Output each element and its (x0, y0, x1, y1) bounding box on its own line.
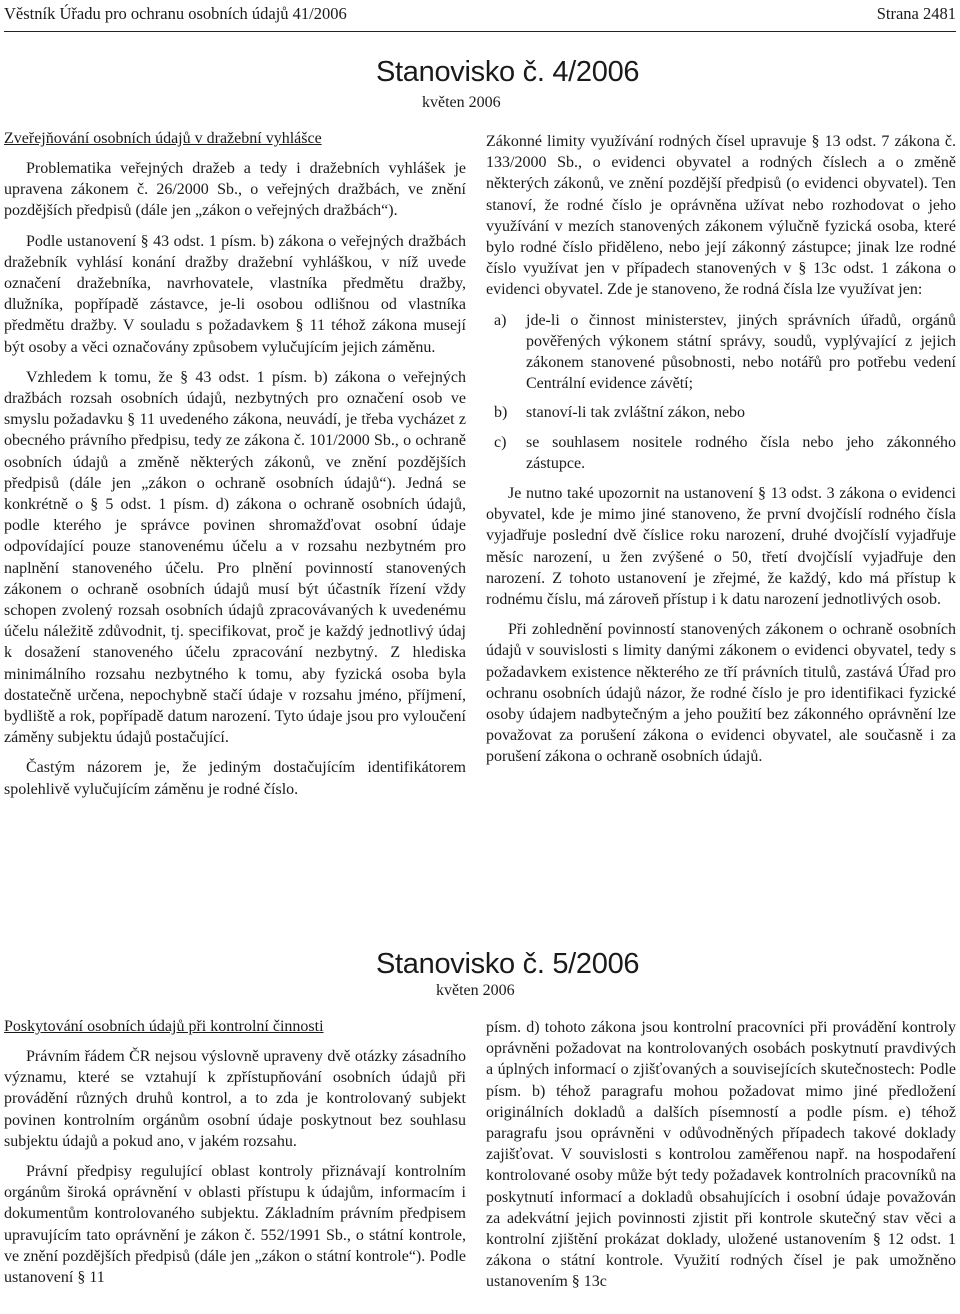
list-item-text: jde-li o činnost ministerstev, jiných správních úřadů, orgánů pověřených výkonem státní správy, soudů, vyplývající z jejich zákonem stanovené působnosti, nebo notářů pro potřebu vedení Centrální evidence závětí; (526, 311, 956, 393)
s4-heading: Zveřejňování osobních údajů v dražební vyhlášce (4, 130, 322, 147)
s4-right-column (486, 131, 956, 768)
paragraph: Právním řádem ČR nejsou výslovně upraveny dvě otázky zásadního významu, které se vztahují k zpřístupňování osobních údajů při provádění různých druhů kontrol, a to zda je kontrolovaný subjekt povinen kontrolním orgánům osobní údaje poskytnout bez souhlasu subjektu údajů a pokud ano, v jakém rozsahu. (4, 1048, 466, 1150)
paragraph: Právní předpisy regulující oblast kontroly přiznávají kontrolním orgánům široká oprávnění v oblasti přístupu k údajům, informacím i dokumentům kontrolovaného subjektu. Základním právním předpisem upravujícím tato oprávnění je zákon č. 552/1991 Sb., o státní kontrole, ve znění pozdějších předpisů (dále jen „zákon o státní kontrole“). Podle ustanovení § 11 (4, 1163, 466, 1287)
list-item (486, 310, 956, 395)
section-date-s4: květen 2006 (422, 94, 501, 111)
list-marker: a) (494, 311, 507, 329)
section-date-s5: květen 2006 (436, 982, 515, 999)
paragraph: Častým názorem je, že jediným dostačujícím identifikátorem spolehlivě vylučujícím záměnu je rodné číslo. (4, 759, 466, 798)
s5-left-column (4, 1016, 466, 1288)
section-title-s4: Stanovisko č. 4/2006 (376, 56, 640, 88)
paragraph: Vzhledem k tomu, že § 43 odst. 1 písm. b) zákona o veřejných dražbách rozsah osobních údajů, nezbytných pro označení osob ve smyslu požadavku § 11 uvedeného zákona, neuvádí, je třeba vycházet z obecného právního předpisu, tedy ze zákona č. 101/2000 Sb., o ochraně osobních údajů a změně některých zákonů, ve znění pozdějších předpisů (dále jen „zákon o ochraně osobních údajů“). Jedná se konkrétně o § 5 odst. 1 písm. d) zákona o ochraně osobních údajů, podle kterého je správce povinen shromažďovat osobní údaje odpovídající pouze stanovenému účelu a v rozsahu nezbytném pro naplnění stanoveného účelu. Pro plnění povinností stanovených zákonem o ochraně osobních údajů musí být účastník řízení vždy schopen zvolený rozsah osobních údajů zpracovávaných k uvedenému účelu náležitě zdůvodnit, tj. specifikovat, proč je každý jednotlivý údaj k dosažení stanoveného účelu zpracování nezbytný. Z hlediska minimálního rozsahu nezbytného k tomu, aby fyzická osoba byla dostatečně určena, nepochybně stačí údaje v rozsahu jméno, příjmení, bydliště a rok, popřípadě datum narození. Tyto údaje jsou pro vyloučení záměny subjektu údajů postačující. (4, 368, 466, 747)
list-item (486, 402, 956, 423)
s4-left-column (4, 128, 466, 800)
list-item-text: stanoví-li tak zvláštní zákon, nebo (526, 404, 746, 422)
paragraph: Je nutno také upozornit na ustanovení § 13 odst. 3 zákona o evidenci obyvatel, kde je mimo jiné stanoveno, že první dvojčíslí rodného čísla vyjadřuje poslední dvě číslice roku narození, druhé dvojčíslí vyjadřuje měsíc narození, u žen zvýšené o 50, třetí dvojčíslí vyjadřuje den narození. Z tohoto ustanovení je zřejmé, že každý, kdo má přístup k rodnému číslu, má zároveň přístup i k datu narození jednotlivých osob. (486, 485, 956, 609)
paragraph: Podle ustanovení § 43 odst. 1 písm. b) zákona o veřejných dražbách dražebník vyhlásí konání dražby dražební vyhláškou, v níž uvede označení dražebníka, navrhovatele, vlastníka předmětu dražby, dlužníka, popřípadě zástavce, je-li osobou odlišnou od vlastníka předmětu dražby. V souladu s požadavkem § 11 téhož zákona musejí být osoby a věci označovány způsobem vylučujícím jejich záměnu. (4, 232, 466, 356)
list-marker: c) (494, 433, 507, 451)
header-rule (4, 31, 956, 32)
paragraph: Problematika veřejných dražeb a tedy i dražebních vyhlášek je upravena zákonem č. 26/2000 Sb., o veřejných dražbách, ve znění pozdějších předpisů (dále jen „zákon o veřejných dražbách“). (4, 160, 466, 220)
s5-right-column (486, 1017, 956, 1293)
paragraph: Zákonné limity využívání rodných čísel upravuje § 13 odst. 7 zákona č. 133/2000 Sb., o evidenci obyvatel a rodných číslech a o změně některých zákonů, ve znění pozdější předpisů (o evidenci obyvatel). Ten stanoví, že rodné číslo je oprávněna užívat nebo rozhodovat o jeho využívání v mezích stanovených zákonem výlučně fyzická osoba, které bylo rodné číslo přiděleno, nebo její zákonný zástupce; jinak lze rodné číslo využívat jen v případech stanovených v § 13c odst. 1 zákona o evidenci obyvatel. Zde je stanoveno, že rodná čísla lze využívat jen: (486, 133, 956, 299)
list-item-text: se souhlasem nositele rodného čísla nebo jeho zákonného zástupce. (526, 433, 956, 472)
paragraph: písm. d) tohoto zákona jsou kontrolní pracovníci při provádění kontroly oprávněni požadovat na kontrolovaných osobách poskytnutí pravdivých a úplných informací o zjišťovaných a souvisejících skutečnostech: Podle písm. b) téhož paragrafu mohou požadovat mimo jiné předložení originálních dokladů a dalších písemností a podle písm. e) téhož paragrafu jsou oprávněni v odůvodněných případech takové doklady zajišťovat. V souvislosti s kontrolou zaměřenou např. na hospodaření kontrolované osoby může být tedy požadavek kontrolních pracovníků na poskytnutí informací a dokladů obsahujících i osobní údaje považován za adekvátní jejich povinnosti zjistit při kontrole skutečný stav věci a kontrolní zjištění prokázat doklady, uložené ustanovením § 12 odst. 1 zákona o státní kontrole. Využití rodných čísel je pak umožněno ustanovením § 13c (486, 1019, 956, 1291)
journal-title: Věstník Úřadu pro ochranu osobních údajů 41/2006 (4, 4, 347, 23)
list (486, 310, 956, 474)
page-header (4, 4, 956, 28)
list-item (486, 432, 956, 474)
section-title-s5: Stanovisko č. 5/2006 (376, 948, 640, 980)
paragraph: Při zohlednění povinností stanovených zákonem o ochraně osobních údajů v souvislosti s limity danými zákonem o evidenci obyvatel, tedy s požadavkem existence některého ze tří právních titulů, zastává Úřad pro ochranu osobních údajů názor, že rodné číslo je pro identifikaci fyzické osoby údajem nadbytečným a jeho použití bez zákonného oprávnění lze považovat za porušení zákona o evidenci obyvatel, ale současně i za porušení zákona o ochraně osobních údajů. (486, 621, 956, 766)
list-marker: b) (494, 404, 508, 422)
s5-heading: Poskytování osobních údajů při kontrolní činnosti (4, 1018, 324, 1035)
page-number: Strana 2481 (876, 4, 956, 23)
